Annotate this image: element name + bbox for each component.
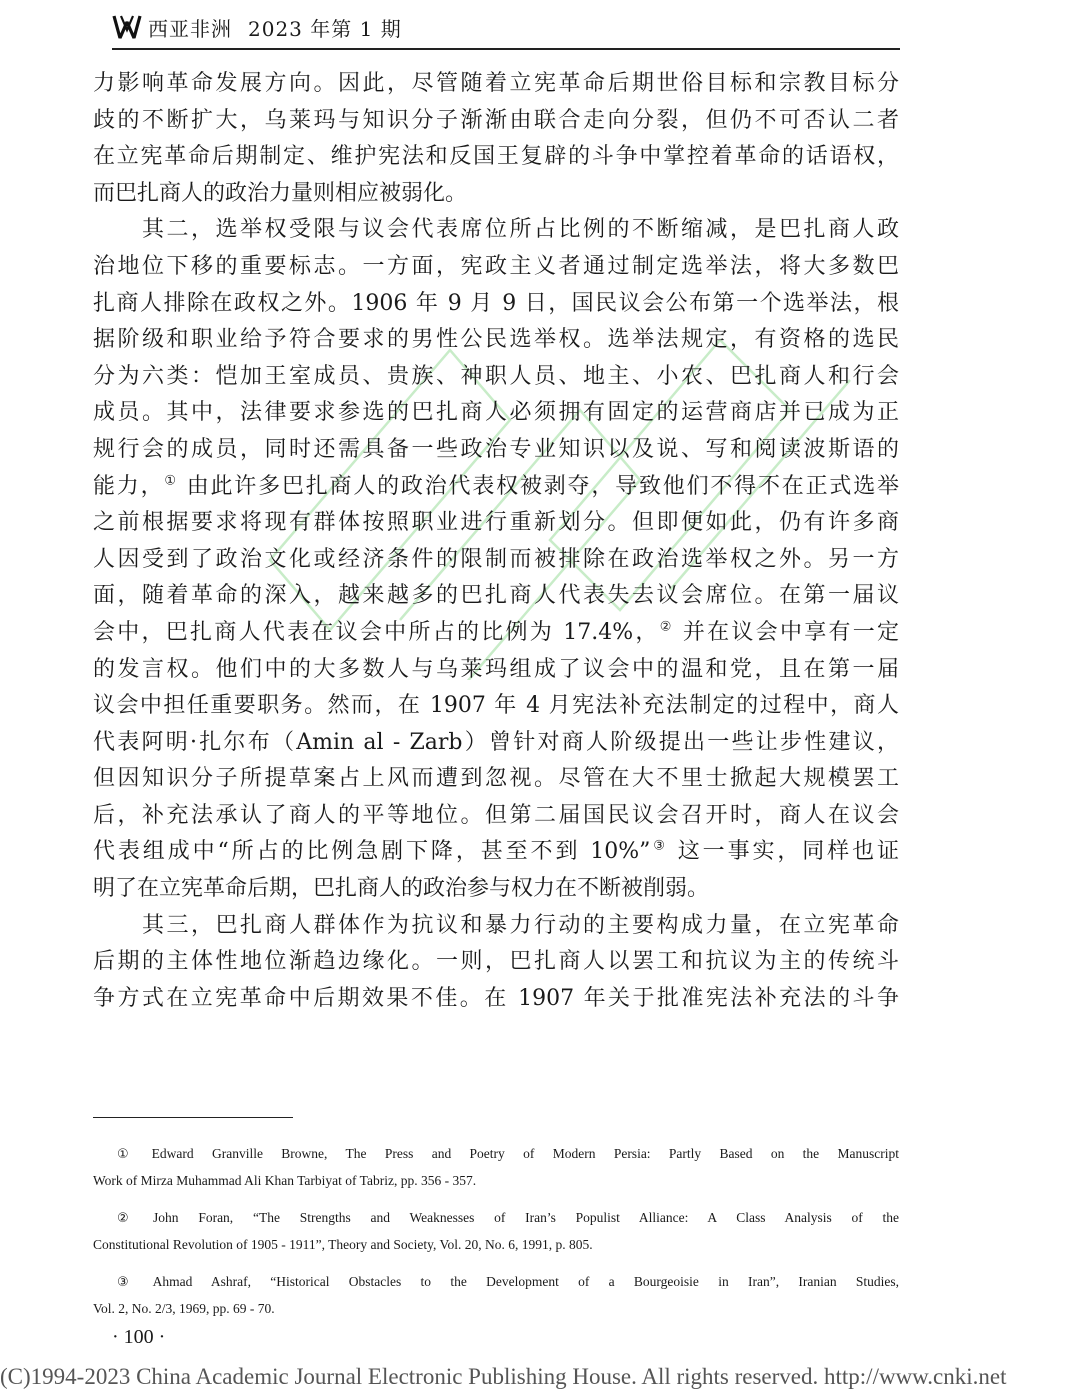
body-line-text: 后期的主体性地位渐趋边缘化。一则，巴扎商人以罢工和抗议为主的传统斗 [93, 949, 899, 975]
body-line [93, 944, 899, 981]
body-line-text: 议会中担任重要职务。然而，在 1907 年 4 月宪法补充法制定的过程中，商人 [93, 693, 899, 719]
running-header [112, 12, 402, 42]
body-line-text: 分为六类：恺加王室成员、贵族、神职人员、地主、小农、巴扎商人和行会 [93, 363, 899, 389]
body-line [93, 212, 899, 249]
body-line-text: 的发言权。他们中的大多数人与乌莱玛组成了议会中的温和党，且在第一届 [93, 656, 899, 682]
footnote-mark: ① [117, 1147, 144, 1162]
body-line-text: 其二，选举权受限与议会代表席位所占比例的不断缩减，是巴扎商人政 [93, 217, 899, 243]
body-line-text: 人因受到了政治文化或经济条件的限制而被排除在政治选举权之外。另一方 [93, 546, 899, 572]
body-line-text: 由此许多巴扎商人的政治代表权被剥夺，导致他们不得不在正式选举 [177, 473, 899, 499]
body-line-text: 后，补充法承认了商人的平等地位。但第二届国民议会召开时，商人在议会 [93, 802, 899, 828]
body-line-text: 会中，巴扎商人代表在议会中所占的比例为 17.4%， [93, 619, 660, 645]
body-line [93, 981, 899, 1018]
body-line-text: 明了在立宪革命后期，巴扎商人的政治参与权力在不断被削弱。 [93, 876, 710, 902]
footnote [93, 1204, 899, 1258]
body-line [93, 688, 899, 725]
body-line [93, 652, 899, 689]
journal-issue: 2023 年第 1 期 [248, 16, 402, 41]
footnotes [93, 1140, 899, 1332]
journal-logo-icon [112, 12, 142, 42]
body-line-text: 代表阿明·扎尔布（Amin al - Zarb）曾针对商人阶级提出一些让步性建议， [93, 729, 899, 755]
body-line [93, 908, 899, 945]
footnote-mark: ③ [117, 1275, 145, 1290]
body-line [93, 103, 899, 140]
body-line-text: 治地位下移的重要标志。一方面，宪政主义者通过制定选举法，将大多数巴 [93, 253, 899, 279]
footnote-text: Ahmad Ashraf, “Historical Obstacles to the Development of a Bourgeoisie in Iran”, Iranian Studies, [152, 1274, 899, 1289]
footnote-text: Constitutional Revolution of 1905 - 1911”, Theory and Society, Vol. 20, No. 6, 1991, p. 805. [93, 1237, 593, 1252]
footnote-rule [93, 1117, 293, 1118]
body-line [93, 322, 899, 359]
body-line-text: 成员。其中，法律要求参选的巴扎商人必须拥有固定的运营商店并已成为正 [93, 400, 899, 426]
body-line [93, 615, 899, 652]
body-line-text: 之前根据要求将现有群体按照职业进行重新划分。但即便如此，仍有许多商 [93, 510, 899, 536]
footnote-reference[interactable]: ③ [650, 839, 668, 855]
body-line-text: 规行会的成员，同时还需具备一些政治专业知识以及说、写和阅读波斯语的 [93, 436, 899, 462]
body-line [93, 469, 899, 506]
body-line-text: 扎商人排除在政权之外。1906 年 9 月 9 日，国民议会公布第一个选举法，根 [93, 290, 899, 316]
footnote-text: John Foran, “The Strengths and Weaknesses of Iran’s Populist Alliance: A Class Analysis of the [153, 1210, 899, 1225]
footnote-text: Vol. 2, No. 2/3, 1969, pp. 69 - 70. [93, 1301, 275, 1316]
body-line [93, 249, 899, 286]
body-line-text: 并在议会中享有一定 [673, 619, 899, 645]
body-line [93, 286, 899, 323]
body-line [93, 505, 899, 542]
body-line [93, 359, 899, 396]
journal-name: 西亚非洲 [148, 16, 232, 41]
footnote [93, 1140, 899, 1194]
body-line-text: 争方式在立宪革命中后期效果不佳。在 1907 年关于批准宪法补充法的斗争 [93, 985, 899, 1011]
footnote-mark: ② [117, 1211, 146, 1226]
body-line [93, 176, 899, 213]
footnote-line [93, 1204, 899, 1231]
body-line-text: 能力， [93, 473, 165, 499]
body-line-text: 面，随着革命的深入，越来越多的巴扎商人代表失去议会席位。在第一届议 [93, 583, 899, 609]
footnote-line [93, 1167, 899, 1194]
header-rule [112, 48, 900, 50]
body-line [93, 66, 899, 103]
body-line [93, 798, 899, 835]
copyright-notice: (C)1994-2023 China Academic Journal Electronic Publishing House. All rights reserved. http://www.cnki.net [0, 1364, 1007, 1389]
body-line-text: 代表组成中“所占的比例急剧下降，甚至不到 10%” [93, 839, 651, 865]
footnote-reference[interactable]: ② [659, 619, 674, 635]
body-line [93, 725, 899, 762]
footnote-text: Edward Granville Browne, The Press and Poetry of Modern Persia: Partly Based on the Manuscript [151, 1146, 899, 1161]
body-line-text: 其三，巴扎商人群体作为抗议和暴力行动的主要构成力量，在立宪革命 [93, 912, 899, 938]
body-line-text: 力影响革命发展方向。因此，尽管随着立宪革命后期世俗目标和宗教目标分 [93, 71, 899, 96]
body-line [93, 761, 899, 798]
body-line-text: 据阶级和职业给予符合要求的男性公民选举权。选举法规定，有资格的选民 [93, 327, 899, 353]
footnote-line [93, 1231, 899, 1258]
body-line-text: 这一事实，同样也证 [667, 839, 899, 865]
footnote-line [93, 1268, 899, 1295]
body-line [93, 432, 899, 469]
body-line-text: 但因知识分子所提草案占上风而遭到忽视。尽管在大不里士掀起大规模罢工 [93, 766, 899, 792]
body-line [93, 871, 899, 908]
page-number: · 100 · [112, 1326, 166, 1348]
footnote-text: Work of Mirza Muhammad Ali Khan Tarbiyat of Tabriz, pp. 356 - 357. [93, 1173, 477, 1188]
body-line-text: 在立宪革命后期制定、维护宪法和反国王复辟的斗争中掌控着革命的话语权， [93, 144, 899, 170]
body-line-text: 歧的不断扩大，乌莱玛与知识分子渐渐由联合走向分裂，但仍不可否认二者 [93, 107, 899, 133]
footnote-reference[interactable]: ① [164, 473, 178, 489]
footnote-line [93, 1295, 899, 1322]
body-line [93, 139, 899, 176]
footnote [93, 1268, 899, 1322]
footnote-line [93, 1140, 899, 1167]
article-body [93, 66, 899, 1017]
body-line [93, 578, 899, 615]
body-line-text: 而巴扎商人的政治力量则相应被弱化。 [93, 180, 468, 206]
body-line [93, 542, 899, 579]
body-line [93, 834, 899, 871]
body-line [93, 395, 899, 432]
